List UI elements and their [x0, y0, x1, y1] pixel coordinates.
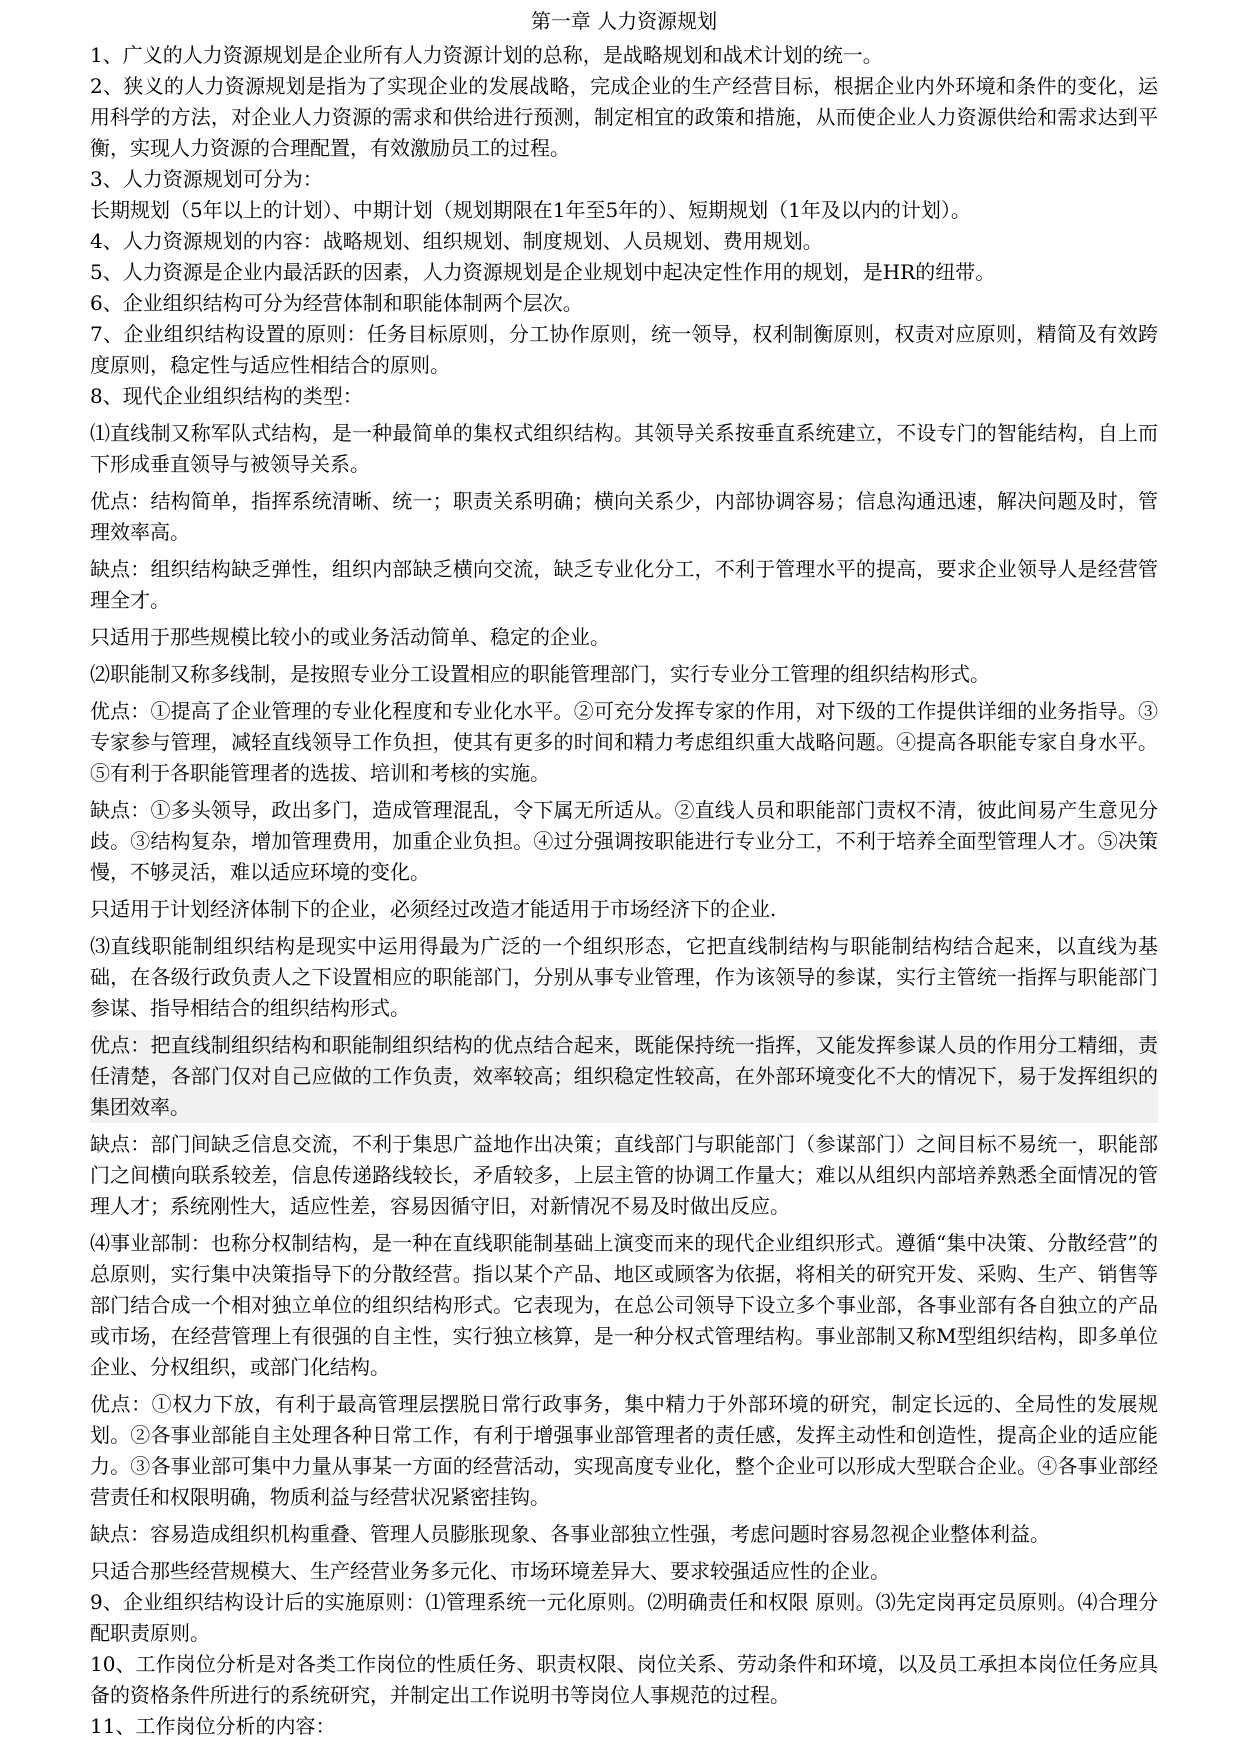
paragraph-line-scope: 只适用于那些规模比较小的或业务活动简单、稳定的企业。 — [90, 625, 610, 649]
paragraph-item-6: 6、企业组织结构可分为经营体制和职能体制两个层次。 — [90, 291, 583, 315]
paragraph-line-functional-pros: 优点：把直线制组织结构和职能制组织结构的优点结合起来，既能保持统一指挥，又能发挥参谋人员的作用分工精细，责任清楚，各部门仅对自己应做的工作负责，效率较高；组织稳定性较高，在外部环境变化不大的情况下，易于发挥组织的集团效率。 — [90, 1030, 1158, 1123]
document-page — [90, 6, 1158, 1742]
paragraph-item-11: 11、工作岗位分析的内容： — [90, 1714, 336, 1738]
paragraph-item-3: 3、人力资源规划可分为： — [90, 167, 323, 191]
paragraph-line-functional-structure: ⑶直线职能制组织结构是现实中运用得最为广泛的一个组织形态，它把直线制结构与职能制结构结合起来，以直线为基础，在各级行政负责人之下设置相应的职能部门，分别从事专业管理，作为该领导的参谋，实行主管统一指挥与职能部门参谋、指导相结合的组织结构形式。 — [90, 934, 1158, 1020]
paragraph-functional-cons: 缺点：①多头领导，政出多门，造成管理混乱，令下属无所适从。②直线人员和职能部门责权不清，彼此间易产生意见分歧。③结构复杂，增加管理费用，加重企业负担。④过分强调按职能进行专业分工，不利于培养全面型管理人才。⑤决策慢，不够灵活，难以适应环境的变化。 — [90, 798, 1158, 884]
paragraph-line-cons: 缺点：组织结构缺乏弹性，组织内部缺乏横向交流，缺乏专业化分工，不利于管理水平的提高，要求企业领导人是经营管理全才。 — [90, 557, 1158, 612]
paragraph-line-functional-cons: 缺点：部门间缺乏信息交流，不利于集思广益地作出决策；直线部门与职能部门（参谋部门）之间目标不易统一，职能部门之间横向联系较差，信息传递路线较长，矛盾较多，上层主管的协调工作量大；难以从组织内部培养熟悉全面情况的管理人才；系统刚性大，适应性差，容易因循守旧，对新情况不易及时做出反应。 — [90, 1132, 1158, 1218]
paragraph-planning-types: 长期规划（5年以上的计划）、中期计划（规划期限在1年至5年的）、短期规划（1年及以内的计划）。 — [90, 198, 971, 222]
paragraph-division-cons: 缺点：容易造成组织机构重叠、管理人员膨胀现象、各事业部独立性强，考虑问题时容易忽视企业整体利益。 — [90, 1522, 1050, 1546]
paragraph-line-pros: 优点：结构简单，指挥系统清晰、统一；职责关系明确；横向关系少，内部协调容易；信息沟通迅速，解决问题及时，管理效率高。 — [90, 489, 1158, 544]
paragraph-division-structure: ⑷事业部制：也称分权制结构，是一种在直线职能制基础上演变而来的现代企业组织形式。遵循“集中决策、分散经营”的总原则，实行集中决策指导下的分散经营。指以某个产品、地区或顾客为依据，将相关的研究开发、采购、生产、销售等部门结合成一个相对独立单位的组织结构形式。它表现为，在总公司领导下设立多个事业部，各事业部有各自独立的产品或市场，在经营管理上有很强的自主性，实行独立核算，是一种分权式管理结构。事业部制又称M型组织结构，即多单位企业、分权组织，或部门化结构。 — [90, 1231, 1158, 1379]
paragraph-item-1: 1、广义的人力资源规划是企业所有人力资源计划的总称，是战略规划和战术计划的统一。 — [90, 43, 883, 67]
paragraph-functional-scope: 只适用于计划经济体制下的企业，必须经过改造才能适用于市场经济下的企业. — [90, 897, 777, 921]
paragraph-item-7: 7、企业组织结构设置的原则：任务目标原则，分工协作原则，统一领导，权利制衡原则，权责对应原则，精简及有效跨度原则，稳定性与适应性相结合的原则。 — [90, 322, 1158, 377]
paragraph-division-pros: 优点：①权力下放，有利于最高管理层摆脱日常行政事务，集中精力于外部环境的研究，制定长远的、全局性的发展规划。②各事业部能自主处理各种日常工作，有利于增强事业部管理者的责任感，发挥主动性和创造性，提高企业的适应能力。③各事业部可集中力量从事某一方面的经营活动，实现高度专业化，整个企业可以形成大型联合企业。④各事业部经营责任和权限明确，物质利益与经营状况紧密挂钩。 — [90, 1392, 1158, 1509]
chapter-title: 第一章 人力资源规划 — [530, 9, 718, 33]
paragraph-item-10: 10、工作岗位分析是对各类工作岗位的性质任务、职责权限、岗位关系、劳动条件和环境，以及员工承担本岗位任务应具备的资格条件所进行的系统研究，并制定出工作说明书等岗位人事规范的过程。 — [90, 1652, 1158, 1707]
paragraph-item-4: 4、人力资源规划的内容：战略规划、组织规划、制度规划、人员规划、费用规划。 — [90, 229, 823, 253]
paragraph-item-8: 8、现代企业组织结构的类型： — [90, 384, 363, 408]
paragraph-line-structure: ⑴直线制又称军队式结构，是一种最简单的集权式组织结构。其领导关系按垂直系统建立，不设专门的智能结构，自上而下形成垂直领导与被领导关系。 — [90, 421, 1158, 476]
paragraph-division-scope: 只适合那些经营规模大、生产经营业务多元化、市场环境差异大、要求较强适应性的企业。 — [90, 1559, 890, 1583]
paragraph-item-9: 9、企业组织结构设计后的实施原则：⑴管理系统一元化原则。⑵明确责任和权限 原则。⑶先定岗再定员原则。⑷合理分配职责原则。 — [90, 1590, 1158, 1645]
paragraph-item-2: 2、狭义的人力资源规划是指为了实现企业的发展战略，完成企业的生产经营目标，根据企业内外环境和条件的变化，运用科学的方法，对企业人力资源的需求和供给进行预测，制定相宜的政策和措施，从而使企业人力资源供给和需求达到平衡，实现人力资源的合理配置，有效激励员工的过程。 — [90, 74, 1158, 160]
paragraph-functional-structure: ⑵职能制又称多线制，是按照专业分工设置相应的职能管理部门，实行专业分工管理的组织结构形式。 — [90, 662, 990, 686]
paragraph-functional-pros: 优点：①提高了企业管理的专业化程度和专业化水平。②可充分发挥专家的作用，对下级的工作提供详细的业务指导。③专家参与管理，减轻直线领导工作负担，使其有更多的时间和精力考虑组织重大战略问题。④提高各职能专家自身水平。⑤有利于各职能管理者的选拔、培训和考核的实施。 — [90, 699, 1158, 785]
paragraph-item-5: 5、人力资源是企业内最活跃的因素，人力资源规划是企业规划中起决定性作用的规划，是HR的纽带。 — [90, 260, 996, 284]
